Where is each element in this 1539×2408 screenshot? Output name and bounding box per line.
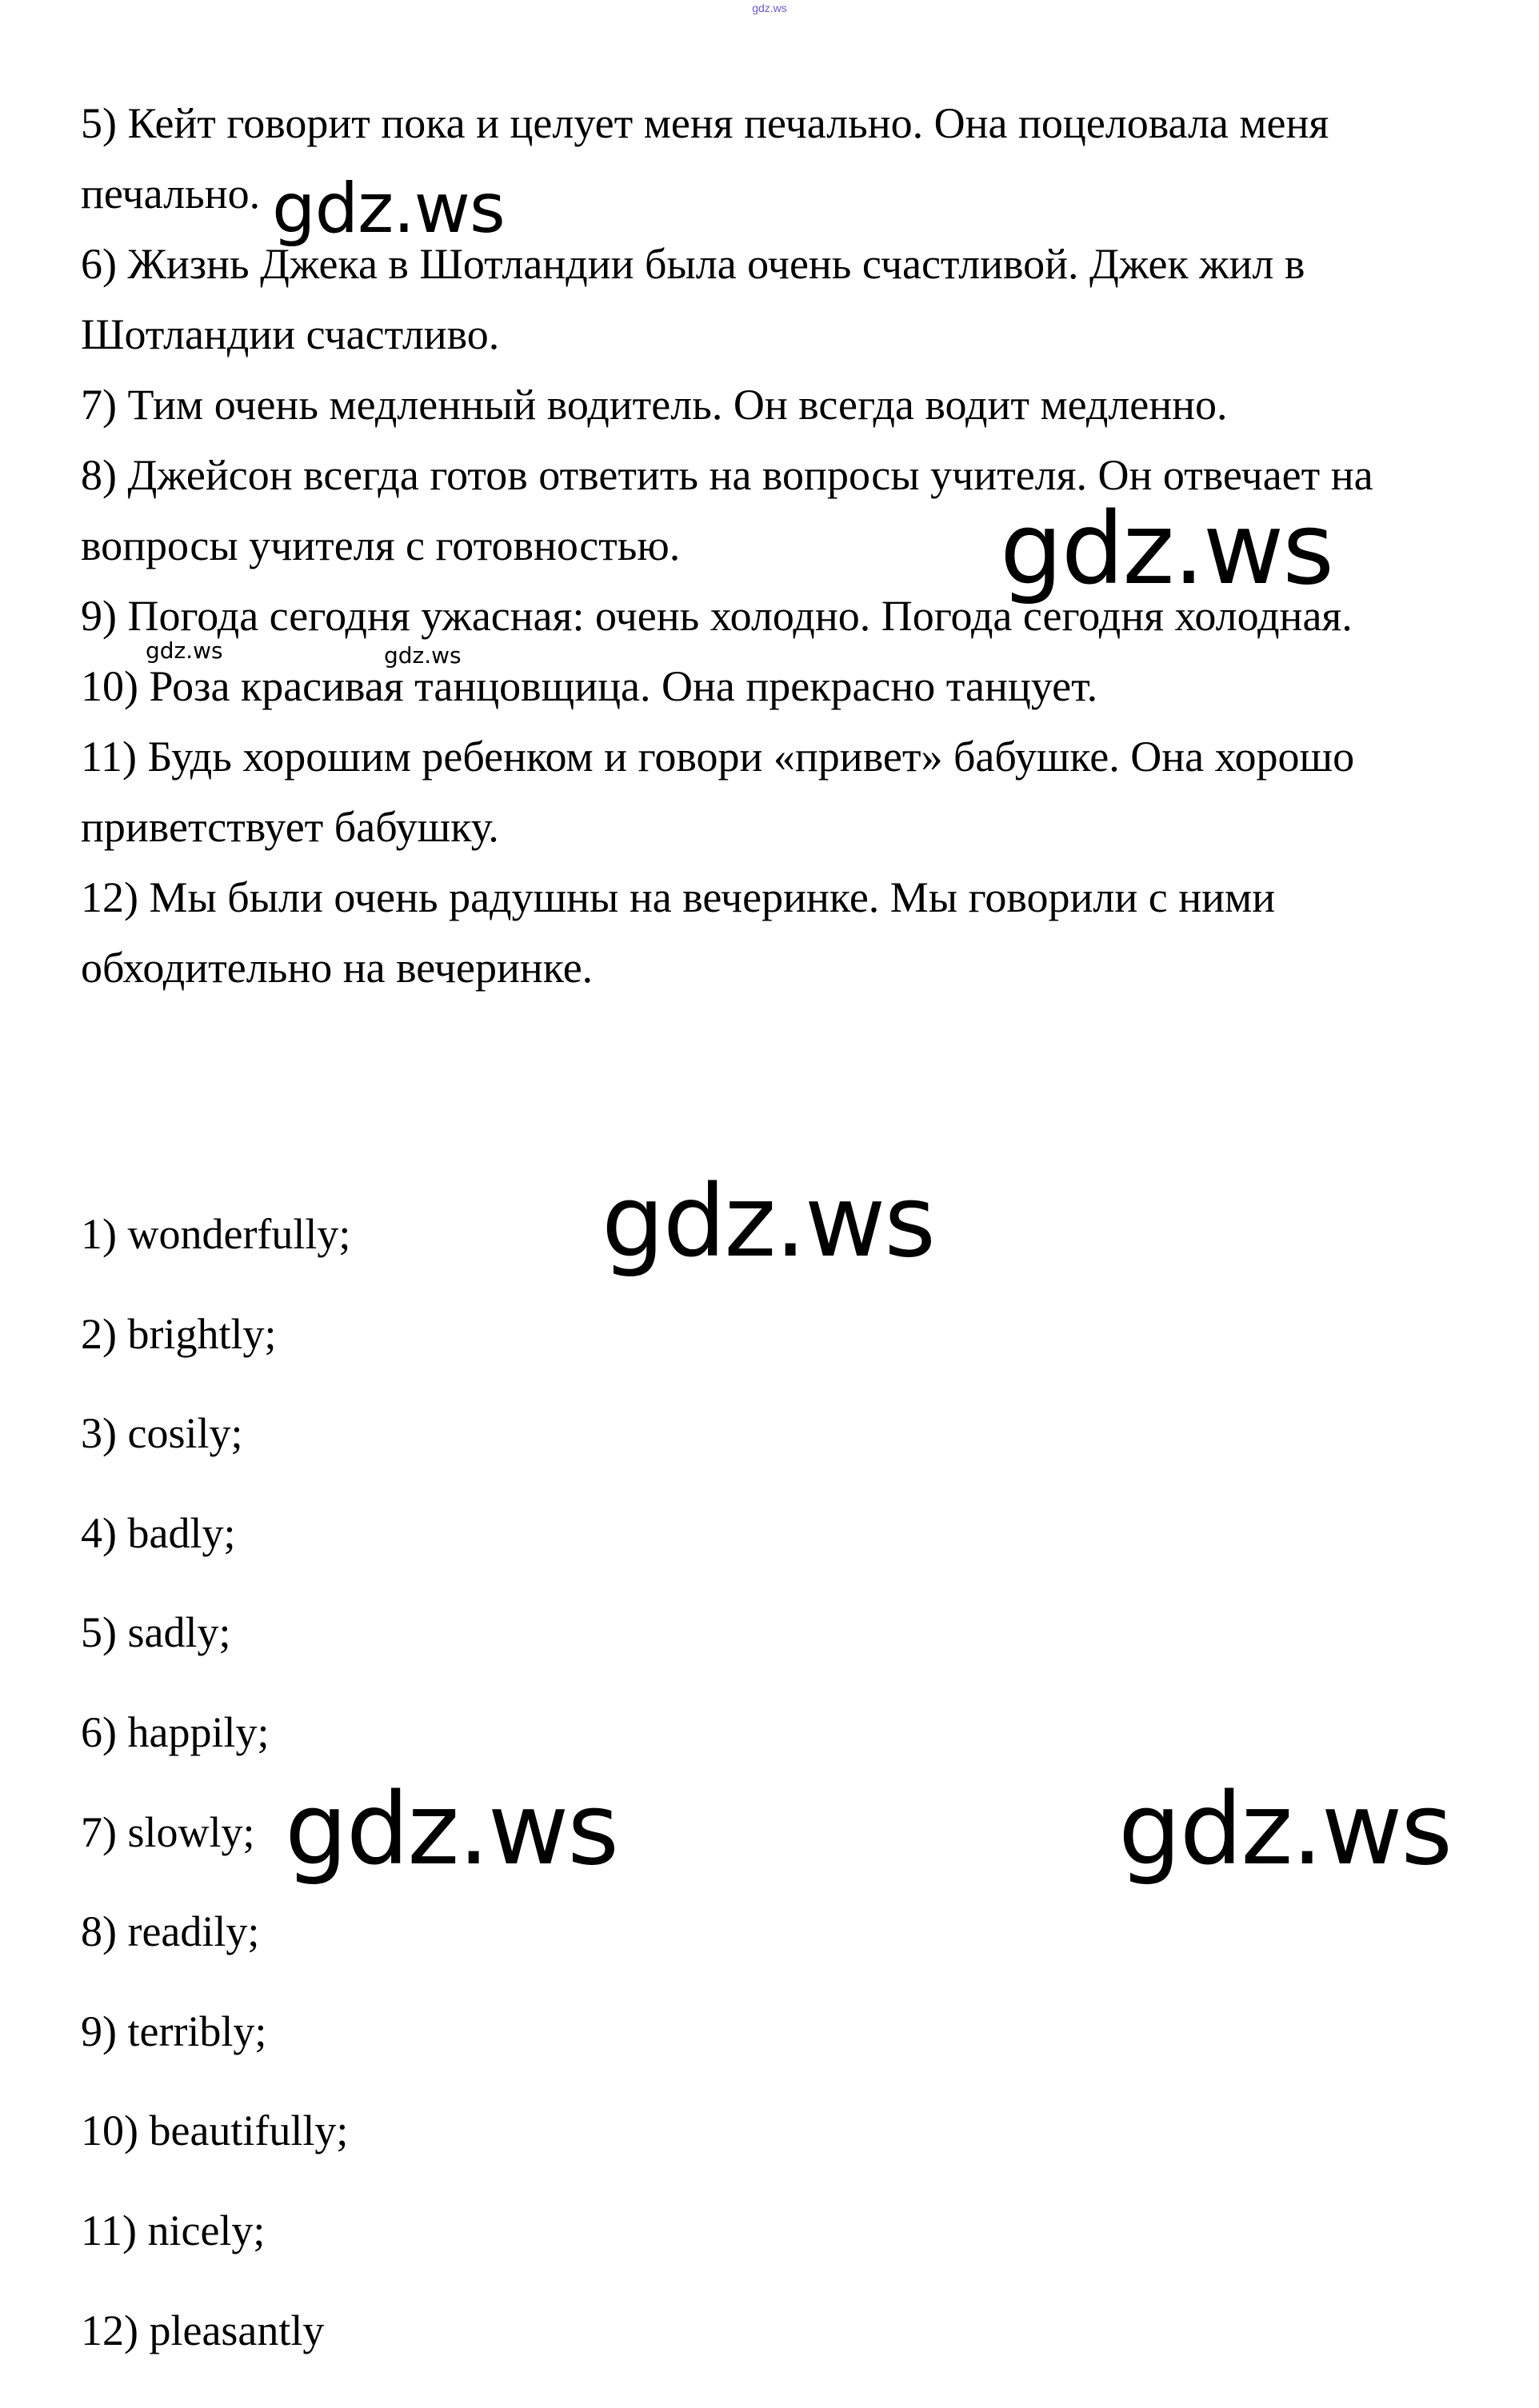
answer-item: 10) beautifully;: [81, 2107, 349, 2155]
answer-item: 2) brightly;: [81, 1309, 277, 1358]
watermark: gdz.ws: [602, 1164, 934, 1280]
answer-item: 4) badly;: [81, 1508, 236, 1557]
watermark: gdz.ws: [146, 637, 223, 664]
answer-item: 12) pleasantly: [81, 2306, 325, 2354]
answer-item: 8) readily;: [81, 1907, 260, 1956]
translation-item: 12) Мы были очень радушны на вечеринке. Мы говорили с ними обходительно на вечеринке.: [81, 873, 1276, 992]
watermark: gdz.ws: [1000, 492, 1333, 607]
answer-item: 6) happily;: [81, 1707, 270, 1756]
translation-item: 6) Жизнь Джека в Шотландии была очень счастливой. Джек жил в Шотландии счастливо.: [81, 240, 1305, 358]
translation-item: 7) Тим очень медленный водитель. Он всегда водит медленно.: [81, 381, 1228, 429]
watermark: gdz.ws: [1118, 1772, 1451, 1887]
answer-item: 9) terribly;: [81, 2007, 267, 2055]
translation-item: 8) Джейсон всегда готов ответить на вопросы учителя. Он отвечает на вопросы учителя с готовностью.: [81, 451, 1373, 569]
answer-item: 1) wonderfully;: [81, 1210, 351, 1258]
answer-item: 11) nicely;: [81, 2206, 266, 2254]
translation-item: 5) Кейт говорит пока и целует меня печально. Она поцеловала меня печально.: [81, 99, 1329, 218]
answer-item: 7) slowly;: [81, 1807, 255, 1856]
translation-item: 9) Погода сегодня ужасная: очень холодно. Погода сегодня холодная.: [81, 592, 1353, 640]
answer-item: 5) sadly;: [81, 1608, 231, 1657]
translation-item: 10) Роза красивая танцовщица. Она прекрасно танцует.: [81, 662, 1098, 710]
watermark: gdz.ws: [285, 1772, 618, 1887]
watermark: gdz.ws: [384, 642, 462, 669]
watermark: gdz.ws: [272, 169, 505, 249]
answer-item: 3) cosily;: [81, 1409, 243, 1458]
top-watermark: gdz.ws: [752, 2, 787, 14]
translation-item: 11) Будь хорошим ребенком и говори «привет» бабушке. Она хорошо приветствует бабушку.: [81, 733, 1355, 851]
